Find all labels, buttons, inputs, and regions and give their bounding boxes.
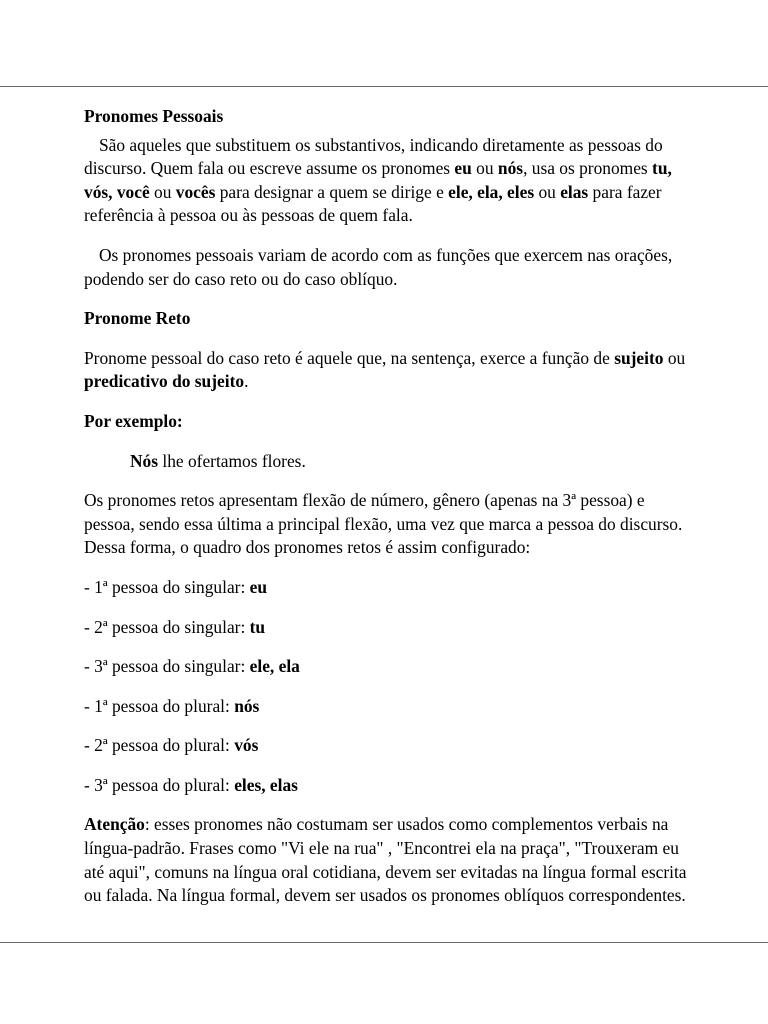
text-run: .	[244, 371, 249, 392]
text-run: , usa os pronomes	[523, 158, 653, 179]
bold-run: nós	[497, 158, 524, 179]
pronoun-person-label: - 1ª pessoa do singular:	[84, 576, 250, 597]
paragraph-flexion: Os pronomes retos apresentam flexão de número, gênero (apenas na 3ª pessoa) e pessoa, sendo essa última a principal flexão, uma vez que marca a pessoa do discurso. Dessa forma, o quadro dos pronomes retos é assim configurado:	[84, 490, 683, 558]
pronoun-list	[84, 576, 694, 798]
pronoun-value: ele, ela	[249, 656, 300, 677]
pronoun-person-label: - 3ª pessoa do plural:	[84, 774, 235, 795]
pronoun-person-label: - 3ª pessoa do singular:	[84, 656, 250, 677]
text-run: para fazer referência à pessoa ou às pessoas de quem fala.	[84, 181, 662, 226]
bold-run: sujeito	[614, 347, 664, 368]
example-label: Por exemplo:	[84, 410, 183, 431]
pronoun-list-item	[84, 655, 694, 679]
pronoun-list-item	[84, 734, 694, 758]
bold-run: ele, ela, eles	[448, 181, 535, 202]
bold-run: Nós	[130, 450, 159, 471]
paragraph-variation: Os pronomes pessoais variam de acordo com as funções que exercem nas orações, podendo ser do caso reto ou do caso oblíquo.	[84, 244, 673, 289]
pronoun-list-item	[84, 695, 694, 719]
paragraph-intro	[84, 134, 694, 228]
document-content	[84, 105, 694, 908]
bold-run: elas	[560, 181, 589, 202]
example-sentence	[84, 450, 694, 474]
heading-pronomes-pessoais: Pronomes Pessoais	[84, 106, 224, 126]
bold-run: tu, vós, você	[84, 158, 672, 202]
pronoun-value: eles, elas	[234, 774, 298, 795]
bold-run: predicativo do sujeito	[84, 371, 245, 392]
pronoun-person-label: - 2ª pessoa do plural:	[84, 735, 235, 756]
paragraph-definition	[84, 347, 694, 394]
pronoun-list-item	[84, 774, 694, 798]
paragraph-attention	[84, 813, 694, 907]
pronoun-value: eu	[249, 576, 268, 597]
text-run: para designar a quem se dirige e	[215, 181, 449, 202]
bold-run: eu	[454, 158, 472, 179]
text-run: ou	[663, 347, 686, 368]
text-run: ou	[534, 181, 561, 202]
text-run: São aqueles que substituem os substantivos, indicando diretamente as pessoas do discurso. Quem fala ou escreve assume os pronomes	[84, 134, 663, 179]
text-run: Pronome pessoal do caso reto é aquele que, na sentença, exerce a função de	[84, 347, 615, 368]
heading-pronome-reto: Pronome Reto	[84, 308, 191, 329]
page-bottom-border	[0, 942, 768, 943]
pronoun-value: tu	[249, 616, 266, 637]
pronoun-list-item	[84, 616, 694, 640]
text-run: ou	[149, 181, 176, 202]
pronoun-value: nós	[234, 695, 260, 716]
pronoun-person-label: - 1ª pessoa do plural:	[84, 695, 235, 716]
bold-run: vocês	[175, 181, 216, 202]
pronoun-person-label: - 2ª pessoa do singular:	[84, 616, 250, 637]
bold-run: Atenção	[84, 814, 145, 835]
text-run: lhe ofertamos flores.	[158, 450, 306, 471]
pronoun-value: vós	[234, 735, 259, 756]
document-page	[0, 87, 768, 942]
text-run: ou	[471, 158, 498, 179]
pronoun-list-item	[84, 576, 694, 600]
text-run: : esses pronomes não costumam ser usados como complementos verbais na língua-padrão. Frases como "Vi ele na rua" , "Encontrei ela na praça", "Trouxeram eu até aqui", comuns na língua oral cotidiana, devem ser evitadas na língua formal escrita ou falada. Na língua formal, devem ser usados os pronomes oblíquos correspondentes.	[84, 814, 687, 906]
